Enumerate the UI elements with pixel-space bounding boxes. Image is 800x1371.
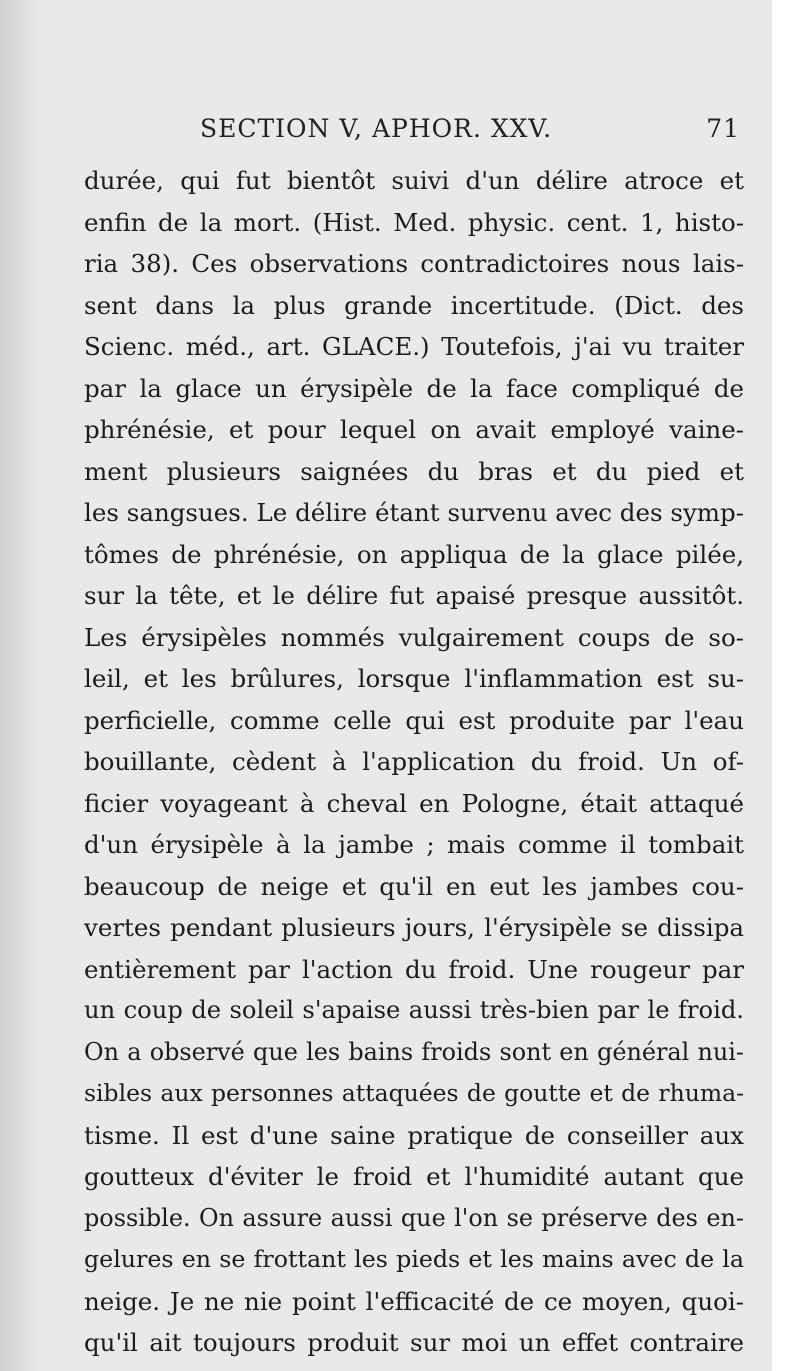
text-line: tômes de phrénésie, on appliqua de la glace pilée, (84, 539, 744, 569)
text-line: phrénésie, et pour lequel on avait employé vaine- (84, 415, 744, 444)
text-line: durée, qui fut bientôt suivi d'un délire atroce et (84, 166, 744, 195)
text-line: enfin de la mort. (Hist. Med. physic. cent. 1, histo- (84, 207, 744, 237)
body-text (84, 160, 744, 1364)
text-line: entièrement par l'action du froid. Une rougeur par (84, 954, 744, 984)
text-line: ficier voyageant à cheval en Pologne, était attaqué (84, 788, 744, 818)
text-line: les sangsues. Le délire étant survenu avec des symp- (84, 498, 744, 527)
text-line: perficielle, comme celle qui est produite par l'eau (84, 705, 744, 735)
text-line: leil, et les brûlures, lorsque l'inflammation est su- (84, 664, 744, 693)
page-header (88, 114, 740, 154)
page-gutter-shadow (0, 0, 38, 1371)
running-title: SECTION V, APHOR. XXV. (200, 114, 553, 143)
text-line: goutteux d'éviter le froid et l'humidité autant que (84, 1162, 744, 1191)
text-line: vertes pendant plusieurs jours, l'érysipèle se dissipa (84, 913, 744, 942)
page-right-margin (772, 0, 800, 1371)
text-line: bouillante, cèdent à l'application du froid. Un of- (84, 747, 744, 776)
text-line: possible. On assure aussi que l'on se préserve des en- (84, 1203, 744, 1232)
text-line: ria 38). Ces observations contradictoires nous lais- (84, 249, 744, 278)
text-line: sur la tête, et le délire fut apaisé presque aussitôt. (84, 581, 744, 610)
text-line: tisme. Il est d'une saine pratique de conseiller aux (84, 1120, 744, 1150)
text-line: gelures en se frottant les pieds et les mains avec de la (84, 1245, 744, 1273)
text-line: sent dans la plus grande incertitude. (Dict. des (84, 290, 744, 320)
text-line: qu'il ait toujours produit sur moi un effet contraire (84, 1328, 744, 1357)
text-line: Scienc. méd., art. GLACE.) Toutefois, j'ai vu traiter (84, 332, 744, 361)
text-line: beaucoup de neige et qu'il en eut les jambes cou- (84, 871, 744, 901)
text-line: neige. Je ne nie point l'efficacité de ce moyen, quoi- (84, 1286, 744, 1316)
text-line: ment plusieurs saignées du bras et du pied et (84, 456, 744, 486)
text-line: On a observé que les bains froids sont en général nui- (84, 1037, 744, 1066)
page-number: 71 (706, 114, 740, 143)
text-line: Les érysipèles nommés vulgairement coups de so- (84, 622, 744, 652)
text-line: par la glace un érysipèle de la face compliqué de (84, 373, 744, 403)
text-line: d'un érysipèle à la jambe ; mais comme il tombait (84, 830, 744, 859)
text-line: un coup de soleil s'apaise aussi très-bien par le froid. (84, 996, 744, 1024)
text-line: sibles aux personnes attaquées de goutte et de rhuma- (84, 1079, 744, 1107)
